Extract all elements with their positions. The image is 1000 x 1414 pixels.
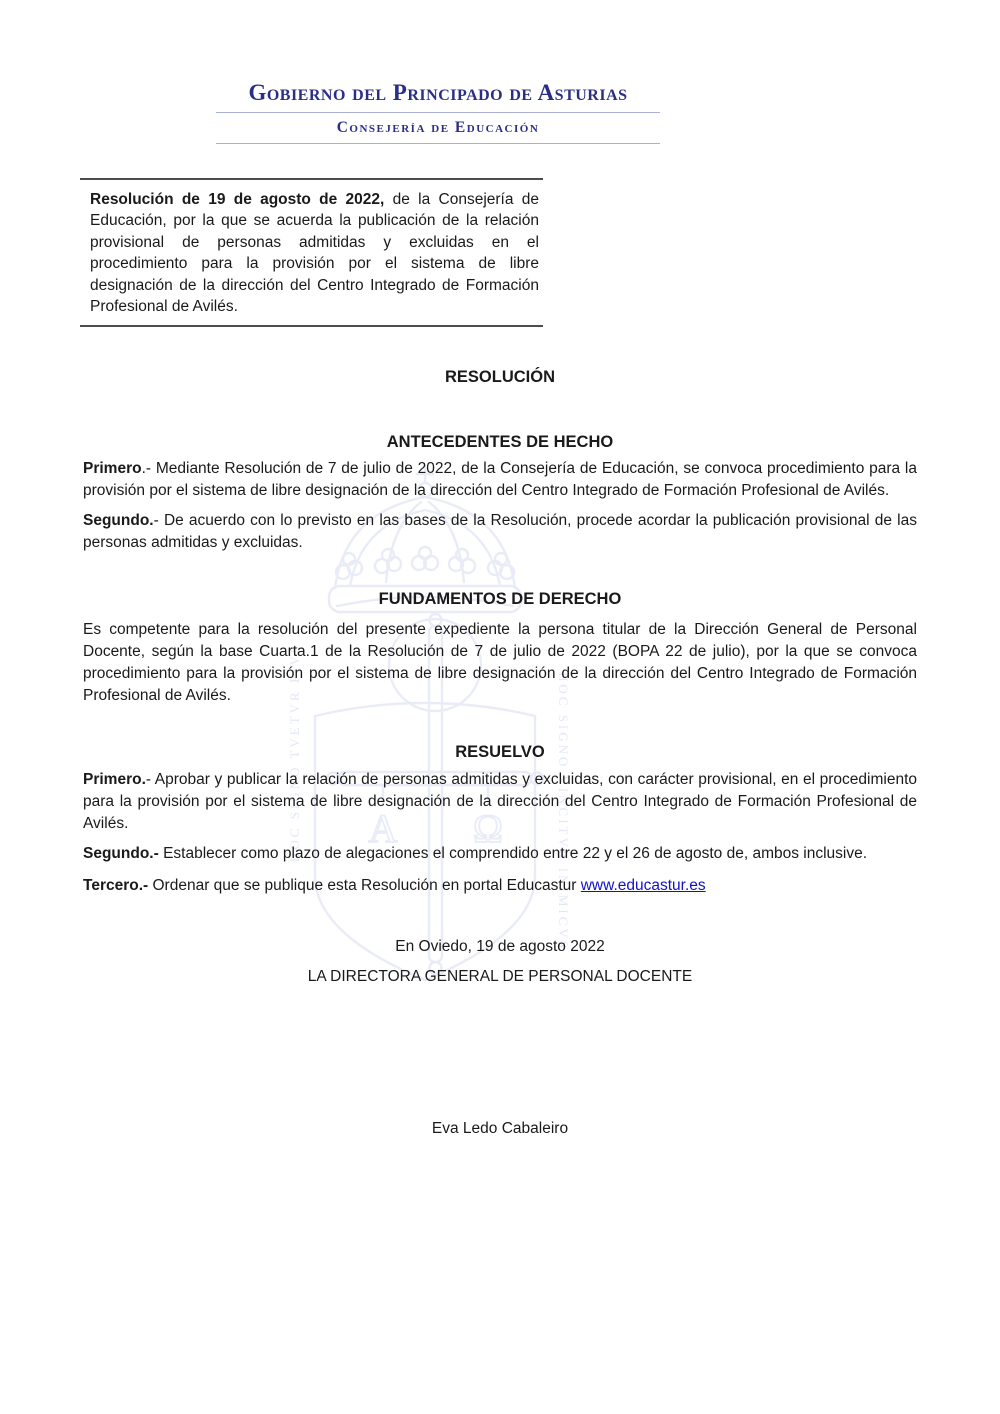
paragraph-lead: Primero. bbox=[83, 771, 146, 788]
paragraph-antecedentes-segundo bbox=[83, 510, 917, 554]
paragraph-lead: Tercero.- bbox=[83, 877, 149, 894]
paragraph-text: - Aprobar y publicar la relación de personas admitidas y excluidas, con carácter provisional, en el procedimiento para la provisión por el sistema de libre designación de la dirección del Centro Integrado de Formación Profesional de Avilés. bbox=[83, 771, 917, 832]
omega-letter: Ω bbox=[473, 806, 503, 851]
signer-title: LA DIRECTORA GENERAL DE PERSONAL DOCENTE bbox=[307, 968, 693, 985]
paragraph-text: .- Mediante Resolución de 7 de julio de 2022, de la Consejería de Educación, se convoca procedimiento para la provisión por el sistema de libre designación de la dirección del Centro Integrado de Formación Profesional de Avilés. bbox=[83, 460, 917, 499]
paragraph-lead: Segundo. bbox=[83, 512, 154, 529]
section-heading-antecedentes: ANTECEDENTES DE HECHO bbox=[386, 433, 614, 451]
paragraph-lead: Primero bbox=[83, 460, 142, 477]
educastur-link[interactable]: www.educastur.es bbox=[580, 877, 706, 894]
paragraph-resuelvo-tercero bbox=[83, 875, 917, 897]
paragraph-resuelvo-segundo bbox=[83, 843, 917, 865]
alpha-letter: Α bbox=[368, 806, 398, 851]
page-title: RESOLUCIÓN bbox=[444, 368, 555, 386]
section-heading-resuelvo: RESUELVO bbox=[455, 743, 545, 761]
resolution-summary-text bbox=[90, 189, 539, 317]
paragraph-text: Ordenar que se publique esta Resolución en portal Educastur bbox=[148, 877, 581, 894]
dept-title: Consejería de Educación bbox=[336, 119, 540, 136]
motto-right: HOC SIGNO VINCITVR INIMICVS bbox=[556, 672, 571, 952]
org-title: Gobierno del Principado de Asturias bbox=[248, 80, 628, 105]
paragraph-resuelvo-primero bbox=[83, 769, 917, 835]
resolution-summary-body: de la Consejería de Educación, por la que se acuerda la publicación de la relación provisional de personas admitidas y excluidas en el procedimiento para la provisión por el sistema de libre designación de la dirección del Centro Integrado de Formación Profesional de Avilés. bbox=[90, 191, 539, 316]
paragraph-antecedentes-primero bbox=[83, 458, 917, 502]
motto-left: HOC SIGNO TVETVR PIVS bbox=[287, 642, 302, 862]
paragraph-fundamentos: Es competente para la resolución del presente expediente la persona titular de la Dirección General de Personal Docente, según la base Cuarta.1 de la Resolución de 7 de julio de 2022 (BOPA 22 de julio), por la que se convoca procedimiento para la provisión por el sistema de libre designación de la dirección del Centro Integrado de Formación Profesional de Avilés. bbox=[83, 621, 917, 704]
place-date: En Oviedo, 19 de agosto 2022 bbox=[395, 938, 605, 955]
resolution-summary-box bbox=[80, 178, 543, 327]
signer-name: Eva Ledo Cabaleiro bbox=[431, 1120, 569, 1137]
resolution-summary-lead: Resolución de 19 de agosto de 2022, bbox=[90, 191, 393, 208]
paragraph-lead: Segundo.- bbox=[83, 845, 159, 862]
letterhead-divider-bottom bbox=[216, 143, 660, 144]
letterhead-divider-top bbox=[216, 112, 660, 113]
section-heading-fundamentos: FUNDAMENTOS DE DERECHO bbox=[378, 590, 622, 608]
letterhead bbox=[188, 80, 688, 144]
paragraph-text: - De acuerdo con lo previsto en las bases de la Resolución, procede acordar la publicación provisional de las personas admitidas y excluidas. bbox=[83, 512, 917, 551]
paragraph-text: Establecer como plazo de alegaciones el comprendido entre 22 y el 26 de agosto de, ambos inclusive. bbox=[158, 845, 868, 862]
document-body bbox=[83, 366, 917, 1140]
